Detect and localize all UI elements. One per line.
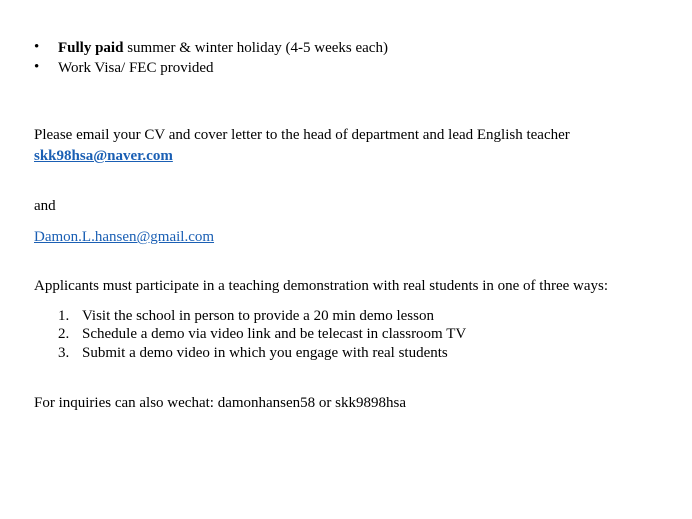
demo-option: Submit a demo video in which you engage with real students	[82, 345, 448, 361]
email-link-primary[interactable]: skk98hsa@naver.com	[34, 148, 173, 164]
email-link-secondary[interactable]: Damon.L.hansen@gmail.com	[34, 229, 215, 245]
benefit-bold: Fully paid	[58, 40, 124, 56]
list-number: 3.	[58, 345, 70, 361]
and-text: and	[34, 198, 56, 214]
benefit-item	[58, 39, 388, 57]
email-line-2	[34, 228, 214, 246]
inquiries-text: For inquiries can also wechat: damonhansen58 or skk9898hsa	[34, 395, 407, 411]
demo-intro: Applicants must participate in a teaching demonstration with real students in one of three ways:	[34, 278, 609, 294]
list-number: 2.	[58, 326, 70, 342]
email-line-1	[34, 147, 173, 165]
list-number: 1.	[58, 308, 70, 324]
demo-option: Visit the school in person to provide a 20 min demo lesson	[82, 308, 434, 324]
demo-option: Schedule a demo via video link and be telecast in classroom TV	[82, 326, 467, 342]
benefit-text: Work Visa/ FEC provided	[58, 60, 214, 76]
bullet-icon: •	[34, 59, 40, 75]
bullet-icon: •	[34, 39, 40, 55]
benefit-text: summer & winter holiday (4-5 weeks each)	[123, 40, 388, 56]
email-instruction: Please email your CV and cover letter to the head of department and lead English teacher	[34, 127, 570, 143]
benefit-item	[58, 59, 214, 77]
